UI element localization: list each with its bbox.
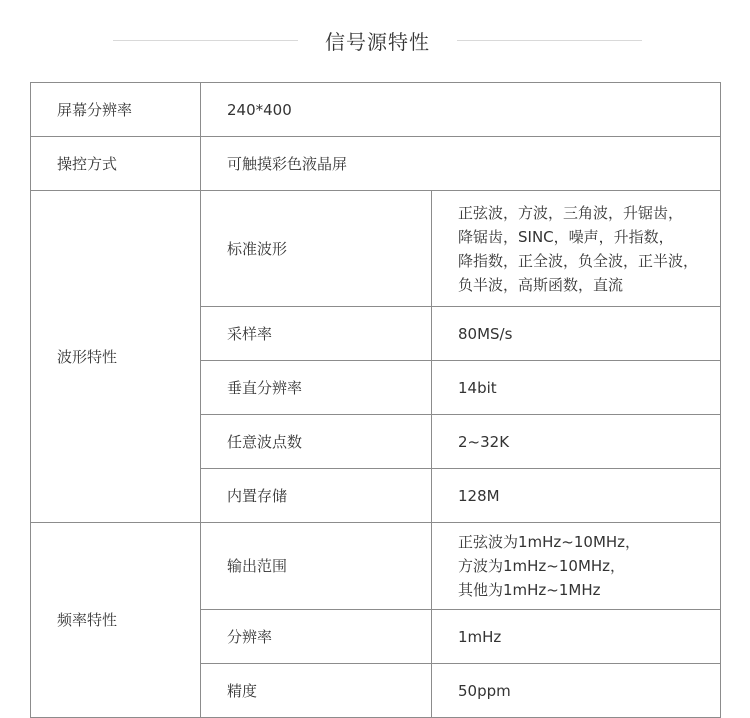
- spec-label: 精度: [201, 664, 432, 718]
- table-row-control: [31, 137, 721, 191]
- spec-value: 240*400: [201, 83, 721, 137]
- spec-label: 任意波点数: [201, 415, 432, 469]
- spec-value-multiline: [432, 523, 721, 610]
- spec-table: [30, 82, 721, 718]
- title-divider-left: [113, 40, 298, 41]
- spec-value: 可触摸彩色液晶屏: [201, 137, 721, 191]
- spec-label: 输出范围: [201, 523, 432, 610]
- value-line: 方波为1mHz~10MHz，: [458, 557, 626, 575]
- spec-value: 80MS/s: [432, 307, 721, 361]
- spec-label: 分辨率: [201, 610, 432, 664]
- spec-label: 操控方式: [31, 137, 201, 191]
- spec-value: 2~32K: [432, 415, 721, 469]
- group-label-waveform: 波形特性: [31, 191, 201, 523]
- group-label-frequency: 频率特性: [31, 523, 201, 718]
- spec-label: 标准波形: [201, 191, 432, 307]
- value-line: 正弦波，方波，三角波，升锯齿，: [458, 203, 684, 222]
- value-line: 其他为1mHz~1MHz: [458, 581, 601, 599]
- table-row-standard-wave: [31, 191, 721, 307]
- spec-label: 垂直分辨率: [201, 361, 432, 415]
- spec-label: 采样率: [201, 307, 432, 361]
- table-row-resolution: [31, 83, 721, 137]
- spec-value: 1mHz: [432, 610, 721, 664]
- spec-value: 14bit: [432, 361, 721, 415]
- section-title: 信号源特性: [325, 30, 430, 54]
- spec-label: 屏幕分辨率: [31, 83, 201, 137]
- value-line: 负半波，高斯函数，直流: [458, 275, 624, 294]
- table-row-output-range: [31, 523, 721, 610]
- value-line: 降指数，正全波，负全波，正半波，: [458, 251, 699, 270]
- spec-label: 内置存储: [201, 469, 432, 523]
- value-line: 降锯齿，SINC，噪声，升指数，: [458, 227, 674, 246]
- title-divider-right: [457, 40, 642, 41]
- spec-value: 50ppm: [432, 664, 721, 718]
- section-header: [0, 22, 750, 60]
- spec-value-multiline: [432, 191, 721, 307]
- spec-value: 128M: [432, 469, 721, 523]
- value-line: 正弦波为1mHz~10MHz，: [458, 533, 641, 551]
